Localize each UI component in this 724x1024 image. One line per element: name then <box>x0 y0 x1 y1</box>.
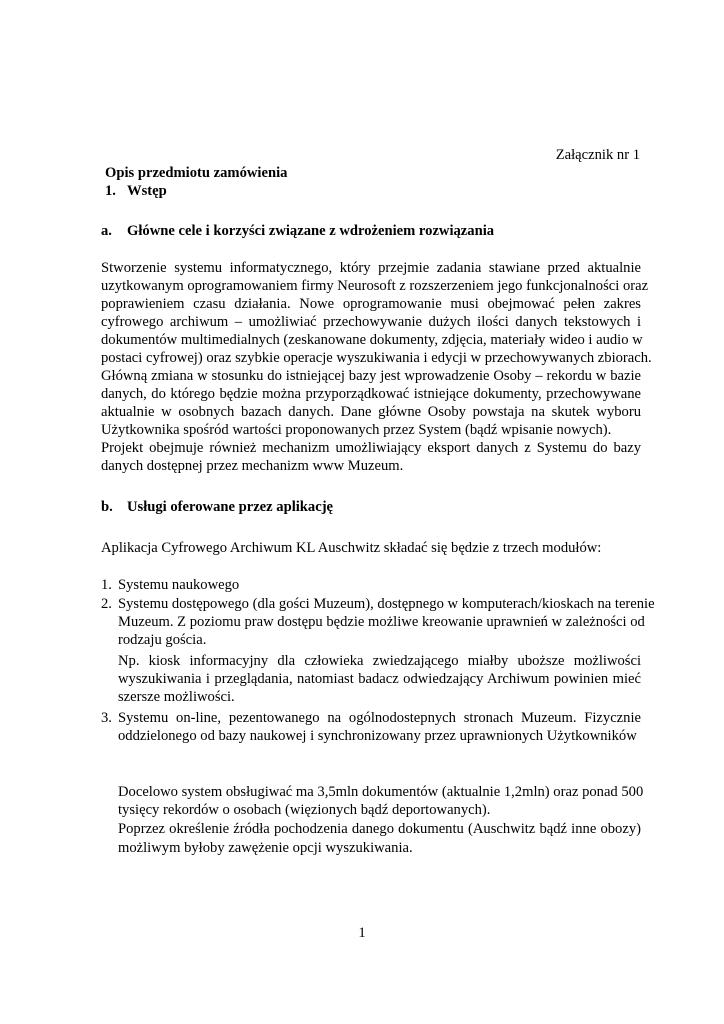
paragraph-line: uzytkowanym oprogramowaniem firmy Neurosoft z rozszerzeniem jego funkcjonalności oraz <box>101 278 649 294</box>
paragraph-line: poprawieniem czasu działania. Nowe oprogramowanie musi obejmować pełen zakres <box>101 296 641 312</box>
paragraph-line: Użytkownika spośród wartości proponowanych przez System (bądź wpisanie nowych). <box>101 422 612 438</box>
paragraph-line: Projekt obejmuje również mechanizm umożliwiający eksport danych z Systemu do bazy <box>101 440 641 456</box>
section-1-title: Wstęp <box>127 183 167 199</box>
paragraph-line: dokumentów multimedialnych (zeskanowane dokumenty, zdjęcia, materiały wideo i audio w <box>101 332 643 348</box>
paragraph-line: Docelowo system obsługiwać ma 3,5mln dokumentów (aktualnie 1,2mln) oraz ponad 500 <box>118 784 644 800</box>
paragraph-line: aktualnie w osobnych bazach danych. Dane główne Osoby powstaja na skutek wyboru <box>101 404 641 420</box>
list-item-line: Systemu on-line, pezentowanego na ogólnodostepnych stronach Muzeum. Fizycznie <box>118 710 641 726</box>
list-item-number: 3. <box>101 710 112 726</box>
paragraph-line: cyfrowego archiwum – umożliwiać przechowywanie dużych ilości danych tekstowych i <box>101 314 641 330</box>
document-title: Opis przedmiotu zamówienia <box>105 165 288 181</box>
paragraph-line: Stworzenie systemu informatycznego, który przejmie zadania stawiane przed aktualnie <box>101 260 641 276</box>
list-item-line: Systemu naukowego <box>118 577 240 593</box>
paragraph-line: tysięcy rekordów o osobach (więzionych bądź deportowanych). <box>118 802 491 818</box>
list-item-line: Np. kiosk informacyjny dla człowieka zwiedzającego miałby uboższe możliwości <box>118 653 641 669</box>
section-1-number: 1. <box>105 183 116 199</box>
paragraph-line: postaci cyfrowej) oraz szybkie operacje wyszukiwania i edycji w przechowywanych zbiorach. <box>101 350 652 366</box>
list-item-line: szersze możliwości. <box>118 689 235 705</box>
list-item-line: Muzeum. Z poziomu praw dostępu będzie możliwe kreowanie uprawnień w zależności od <box>118 614 645 630</box>
subsection-a-label: a. <box>101 223 112 239</box>
paragraph-line: danych dostępnej przez mechanizm www Muzeum. <box>101 458 404 474</box>
page-number: 1 <box>358 925 366 941</box>
modules-intro: Aplikacja Cyfrowego Archiwum KL Auschwitz składać się będzie z trzech modułów: <box>101 540 602 556</box>
list-item-line: rodzaju gościa. <box>118 632 207 648</box>
list-item-number: 2. <box>101 596 112 612</box>
subsection-b-title: Usługi oferowane przez aplikację <box>127 499 334 515</box>
paragraph-line: możliwym byłoby zawężenie opcji wyszukiwania. <box>118 840 413 856</box>
subsection-b-label: b. <box>101 499 113 515</box>
list-item-line: oddzielonego od bazy naukowej i synchronizowany przez uprawnionych Użytkowników <box>118 728 637 744</box>
list-item-line: wyszukiwania i przeglądania, natomiast badacz odwiedzający Archiwum powinien mieć <box>118 671 641 687</box>
attachment-label: Załącznik nr 1 <box>555 147 640 163</box>
subsection-a-title: Główne cele i korzyści związane z wdrożeniem rozwiązania <box>127 223 495 239</box>
list-item-line: Systemu dostępowego (dla gości Muzeum), dostępnego w komputerach/kioskach na terenie <box>118 596 655 612</box>
paragraph-line: danych, do którego będzie można przyporządkować istniejące dokumenty, przechowywane <box>101 386 641 402</box>
list-item-number: 1. <box>101 577 112 593</box>
paragraph-line: Poprzez określenie źródła pochodzenia danego dokumentu (Auschwitz bądź inne obozy) <box>118 821 641 837</box>
paragraph-line: Główną zmiana w stosunku do istniejącej bazy jest wprowadzenie Osoby – rekordu w bazie <box>101 368 641 384</box>
